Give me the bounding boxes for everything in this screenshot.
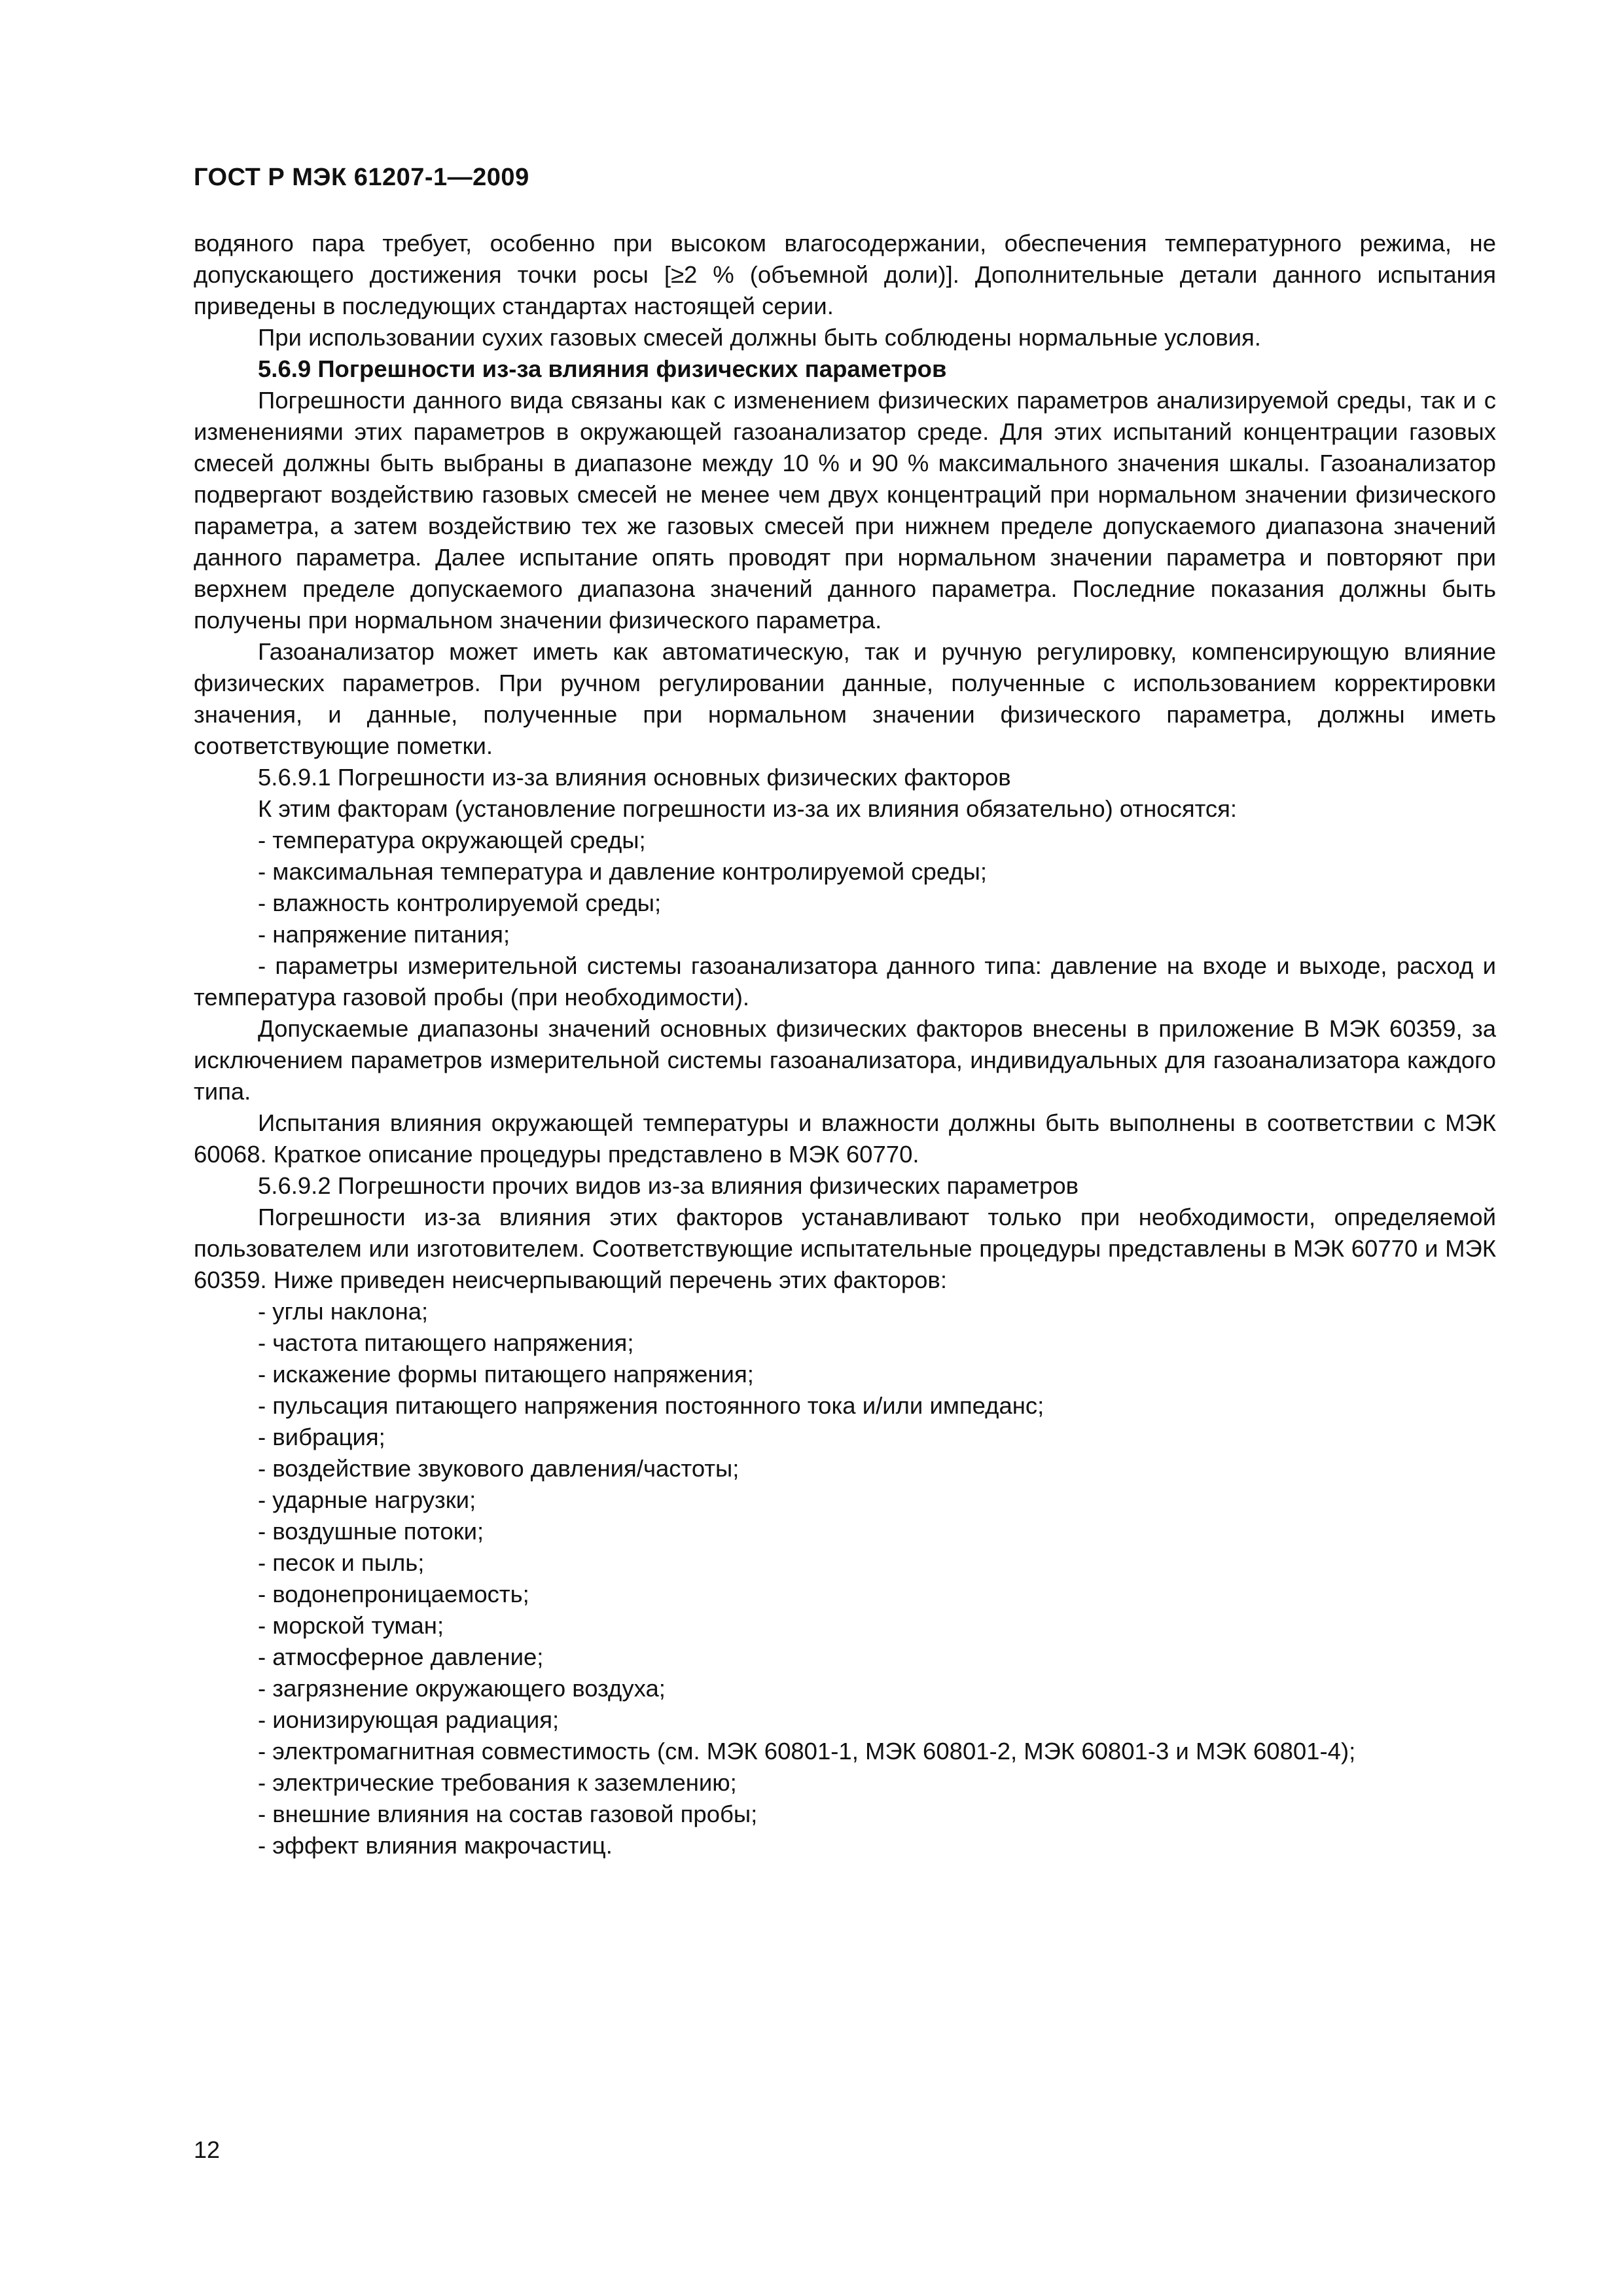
- paragraph: Испытания влияния окружающей температуры и влажности должны быть выполнены в соответствии с МЭК 60068. Краткое описание процедуры представлено в МЭК 60770.: [194, 1109, 1496, 1168]
- list-item: - загрязнение окружающего воздуха;: [258, 1675, 666, 1702]
- list-item: - песок и пыль;: [258, 1549, 425, 1576]
- list-item: - электромагнитная совместимость (см. МЭК 60801-1, МЭК 60801-2, МЭК 60801-3 и МЭК 60801-4);: [258, 1738, 1356, 1765]
- list-item: - атмосферное давление;: [258, 1643, 544, 1670]
- list-item: - ударные нагрузки;: [258, 1486, 476, 1513]
- paragraph: Погрешности данного вида связаны как с изменением физических параметров анализируемой среды, так и с изменениями этих параметров в окружающей газоанализатор среде. Для этих испытаний концентрации газовых смесей должны быть выбраны в диапазоне между 10 % и 90 % максимального значения шкалы. Газоанализатор подвергают воздействию газовых смесей не менее чем двух концентраций при нормальном значении физического параметра, а затем воздействию тех же газовых смесей при нижнем пределе допускаемого диапазона значений данного параметра. Далее испытание опять проводят при нормальном значении параметра и повторяют при верхнем пределе допускаемого диапазона значений данного параметра. Последние показания должны быть получены при нормальном значении физического параметра.: [194, 387, 1496, 634]
- section-heading-5-6-9: 5.6.9 Погрешности из-за влияния физических параметров: [258, 355, 947, 382]
- list-item: - влажность контролируемой среды;: [258, 889, 662, 916]
- list-item: - морской туман;: [258, 1612, 444, 1639]
- list-item: - электрические требования к заземлению;: [258, 1769, 737, 1796]
- paragraph: Допускаемые диапазоны значений основных физических факторов внесены в приложение В МЭК 60359, за исключением параметров измерительной системы газоанализатора, индивидуальных для газоанализатора каждого типа.: [194, 1015, 1496, 1105]
- subsection-heading-5-6-9-1: 5.6.9.1 Погрешности из-за влияния основных физических факторов: [258, 764, 1011, 791]
- list-item: - частота питающего напряжения;: [258, 1329, 634, 1356]
- list-item: - вибрация;: [258, 1424, 385, 1450]
- list-item: - углы наклона;: [258, 1298, 429, 1325]
- list-item: - водонепроницаемость;: [258, 1581, 529, 1607]
- page-number: 12: [194, 2136, 221, 2163]
- list-item: - температура окружающей среды;: [258, 827, 646, 853]
- paragraph: Погрешности из-за влияния этих факторов устанавливают только при необходимости, определяемой пользователем или изготовителем. Соответствующие испытательные процедуры представлены в МЭК 60770 и МЭК 60359. Ниже приведен неисчерпывающий перечень этих факторов:: [194, 1204, 1496, 1293]
- subsection-heading-5-6-9-2: 5.6.9.2 Погрешности прочих видов из-за влияния физических параметров: [258, 1172, 1079, 1199]
- paragraph: водяного пара требует, особенно при высоком влагосодержании, обеспечения температурного режима, не допускающего достижения точки росы [≥2 % (объемной доли)]. Дополнительные детали данного испытания приведены в последующих стандартах настоящей серии.: [194, 230, 1496, 319]
- list-item: - напряжение питания;: [258, 921, 510, 948]
- document-header: ГОСТ Р МЭК 61207-1—2009: [194, 164, 529, 191]
- list-item: - воздушные потоки;: [258, 1518, 484, 1545]
- paragraph: При использовании сухих газовых смесей должны быть соблюдены нормальные условия.: [258, 324, 1261, 351]
- document-body: [194, 228, 1496, 1861]
- list-item: - пульсация питающего напряжения постоянного тока и/или импеданс;: [258, 1392, 1044, 1419]
- list-item: - ионизирующая радиация;: [258, 1706, 560, 1733]
- list-item: - внешние влияния на состав газовой пробы;: [258, 1801, 758, 1827]
- list-item: - воздействие звукового давления/частоты;: [258, 1455, 740, 1482]
- list-item: - максимальная температура и давление контролируемой среды;: [258, 858, 988, 885]
- paragraph: Газоанализатор может иметь как автоматическую, так и ручную регулировку, компенсирующую влияние физических параметров. При ручном регулировании данные, полученные с использованием корректировки значения, и данные, полученные при нормальном значении физического параметра, должны иметь соответствующие пометки.: [194, 638, 1496, 759]
- list-item: - параметры измерительной системы газоанализатора данного типа: давление на входе и выходе, расход и температура газовой пробы (при необходимости).: [194, 952, 1496, 1011]
- list-item: - эффект влияния макрочастиц.: [258, 1832, 613, 1859]
- list-item: - искажение формы питающего напряжения;: [258, 1361, 754, 1388]
- paragraph: К этим факторам (установление погрешности из-за их влияния обязательно) относятся:: [258, 795, 1238, 822]
